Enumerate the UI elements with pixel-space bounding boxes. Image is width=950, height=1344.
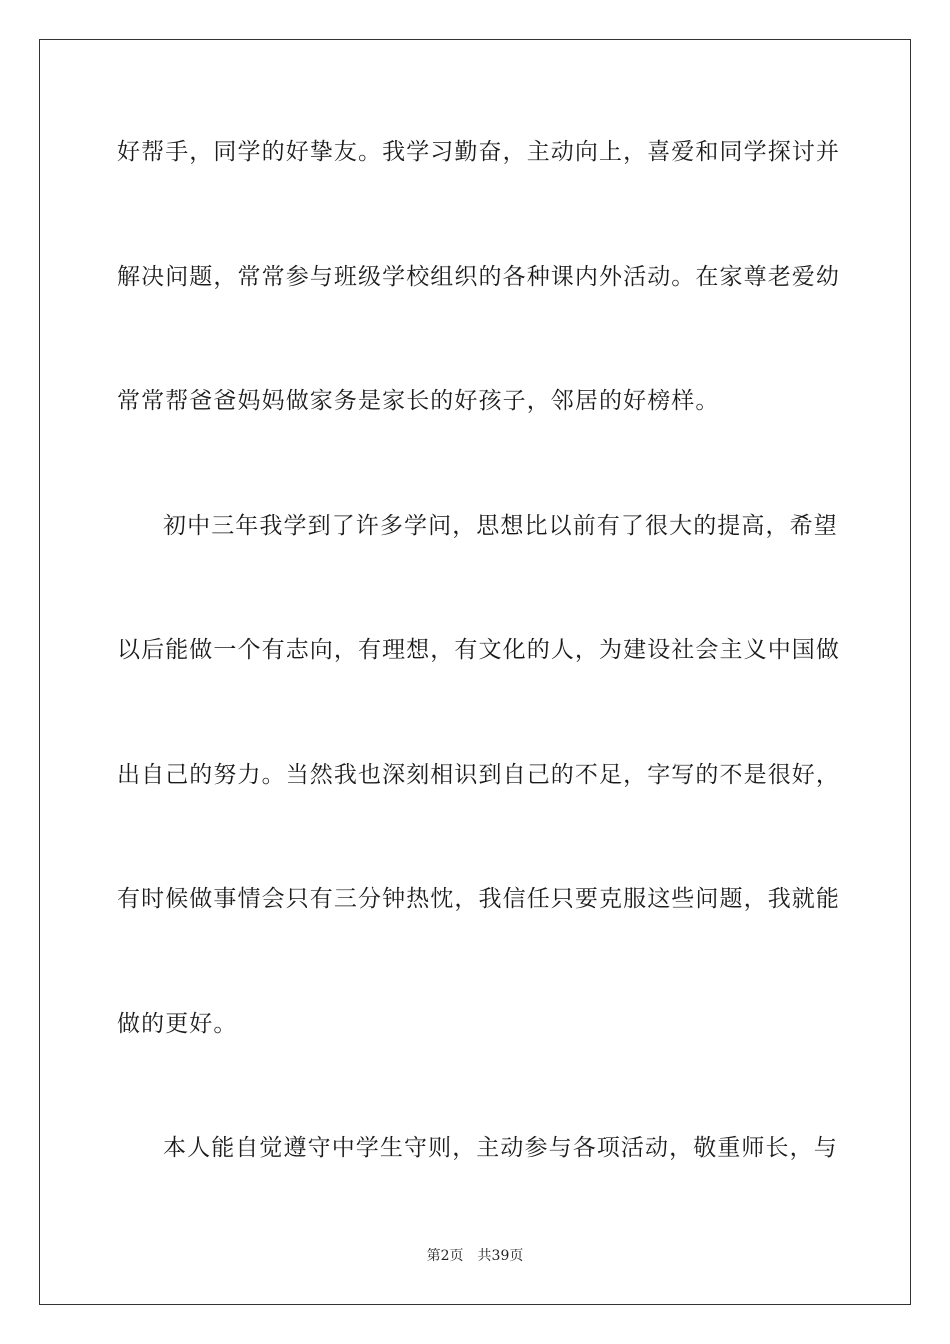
page-footer [0,1246,950,1266]
text-line-2: 解决问题，常常参与班级学校组织的各种课内外活动。在家尊老爱幼 [117,264,840,290]
text-line-1: 好帮手，同学的好挚友。我学习勤奋，主动向上，喜爱和同学探讨并 [117,139,840,165]
text-line-4: 初中三年我学到了许多学问，思想比以前有了很大的提高，希望 [163,513,838,539]
text-line-3: 常常帮爸爸妈妈做家务是家长的好孩子，邻居的好榜样。 [117,388,720,414]
current-page-number: 第2页 [426,1248,464,1264]
total-page-count: 共39页 [477,1248,524,1264]
text-line-9: 本人能自觉遵守中学生守则，主动参与各项活动，敬重师长，与 [163,1135,838,1161]
text-line-8: 做的更好。 [117,1011,238,1037]
text-line-6: 出自己的努力。当然我也深刻相识到自己的不足，字写的不是很好， [117,762,840,788]
page-border [39,39,911,1305]
text-line-5: 以后能做一个有志向，有理想，有文化的人，为建设社会主义中国做 [117,637,840,663]
text-line-7: 有时候做事情会只有三分钟热忱，我信任只要克服这些问题，我就能 [117,886,840,912]
